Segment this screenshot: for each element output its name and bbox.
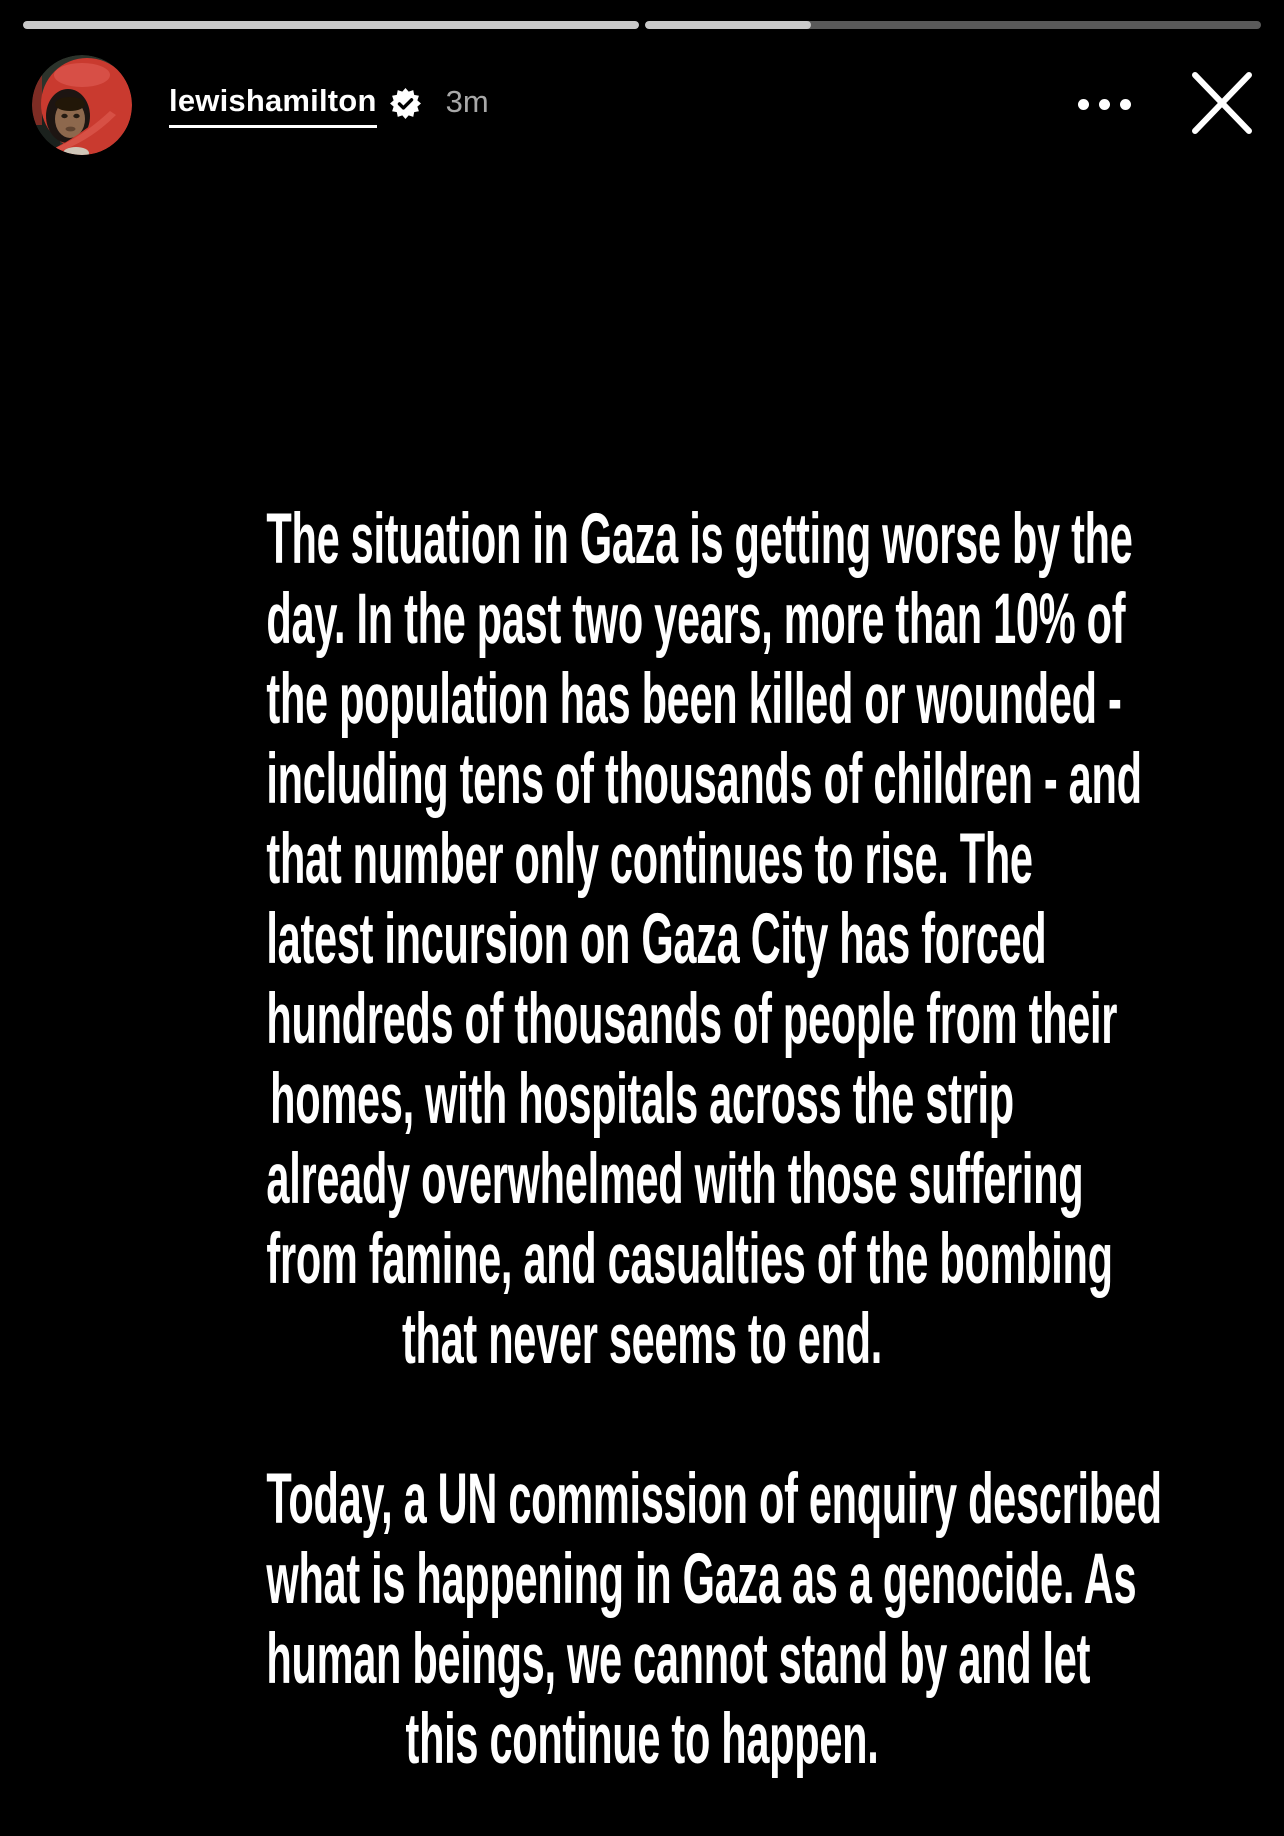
timestamp: 3m	[445, 84, 489, 119]
header-user-row	[169, 78, 489, 132]
story-paragraph	[0, 1460, 1284, 1780]
ellipsis-dot	[1078, 99, 1089, 110]
ellipsis-dot	[1099, 99, 1110, 110]
story-text-line: Today, a UN commission of enquiry described	[266, 1460, 1162, 1539]
story-text-line: human beings, we cannot stand by and let	[266, 1620, 1091, 1699]
close-button[interactable]	[1186, 67, 1258, 139]
story-text-line: day. In the past two years, more than 10% of	[266, 580, 1126, 659]
story-text-line: what is happening in Gaza as a genocide. As	[266, 1540, 1137, 1619]
verified-icon	[390, 88, 421, 119]
story-text-line: that never seems to end.	[401, 1300, 883, 1379]
story-text-line: already overwhelmed with those suffering	[266, 1140, 1084, 1219]
story-text-line: hundreds of thousands of people from their	[266, 980, 1118, 1059]
story-text-line: from famine, and casualties of the bombing	[266, 1220, 1113, 1299]
more-options-button[interactable]	[1072, 85, 1136, 123]
story-text-line: latest incursion on Gaza City has forced	[266, 900, 1047, 979]
progress-segment-1-fill	[23, 21, 639, 29]
story-progress-bar	[23, 21, 1261, 29]
story-text-line: the population has been killed or wounded -	[266, 660, 1122, 739]
story-text-line: including tens of thousands of children - and	[266, 740, 1142, 819]
progress-segment-2-fill	[645, 21, 811, 29]
avatar[interactable]	[32, 55, 132, 155]
story-paragraph	[0, 500, 1284, 1380]
story-text	[0, 500, 1284, 1780]
ellipsis-dot	[1120, 99, 1131, 110]
story-text-line: homes, with hospitals across the strip	[270, 1060, 1014, 1139]
story-text-line: The situation in Gaza is getting worse by the	[266, 500, 1133, 579]
progress-segment-2	[645, 21, 1261, 29]
story-text-line: that number only continues to rise. The	[266, 820, 1033, 899]
story-text-line: this continue to happen.	[405, 1700, 879, 1779]
progress-segment-1	[23, 21, 639, 29]
avatar-image	[32, 55, 132, 155]
close-icon	[1190, 70, 1254, 136]
username-link[interactable]: lewishamilton	[169, 83, 377, 128]
